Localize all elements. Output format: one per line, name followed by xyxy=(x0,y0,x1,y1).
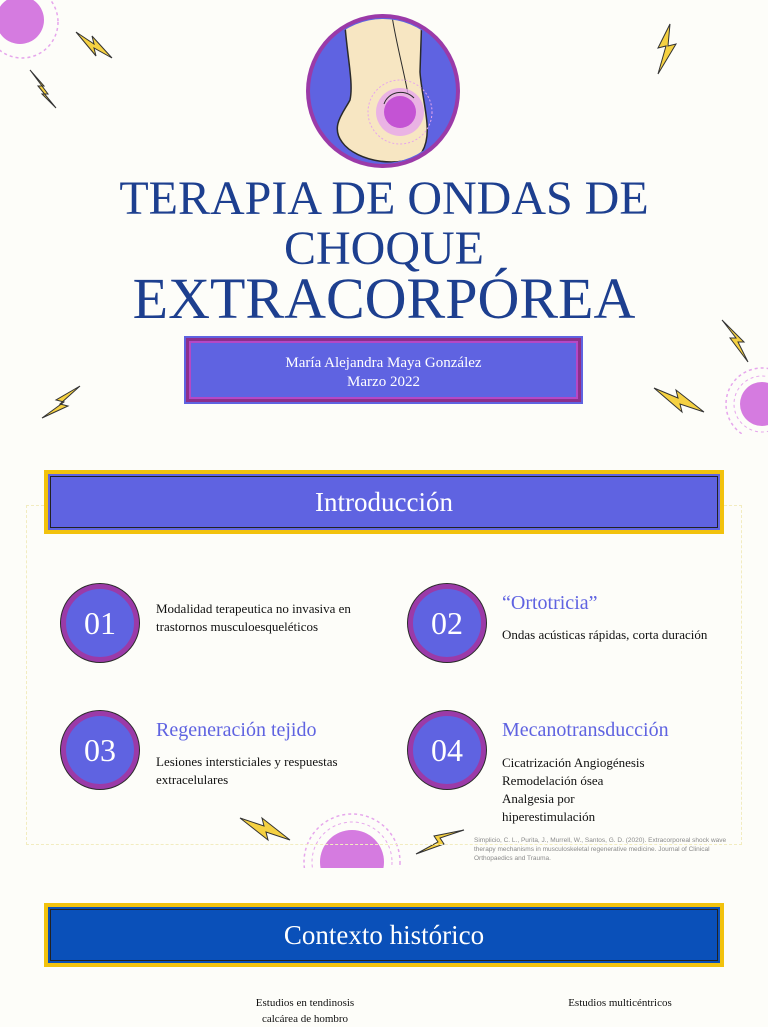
item-text: Lesiones intersticiales y respuestas extracelulares xyxy=(156,754,338,787)
history-left-line: calcárea de hombro xyxy=(261,1013,349,1025)
item-text-list xyxy=(502,754,722,826)
lightning-bolt-icon xyxy=(652,384,706,416)
title-line-3: EXTRACORPÓREA xyxy=(132,266,636,331)
lightning-bolt-icon xyxy=(72,26,116,66)
author-box xyxy=(186,338,581,402)
title-line-1: TERAPIA DE ONDAS DE xyxy=(119,172,649,225)
title-line-2: CHOQUE xyxy=(284,222,484,275)
foot-shockwave-illustration xyxy=(304,12,462,170)
lightning-bolt-icon xyxy=(26,68,62,112)
history-right-line: Estudios multicéntricos xyxy=(568,997,672,1009)
history-heading-bar xyxy=(44,903,724,967)
intro-heading: Introducción xyxy=(315,486,453,517)
item-title: Mecanotransducción xyxy=(502,719,669,741)
item-text: Ondas acústicas rápidas, corta duración xyxy=(502,627,708,642)
history-left-line: Estudios en tendinosis xyxy=(255,997,355,1009)
author-name: María Alejandra Maya González xyxy=(285,355,482,371)
history-left-text xyxy=(225,995,385,1027)
item-number-badge: 02 xyxy=(408,584,486,662)
intro-heading-bar xyxy=(44,470,724,534)
lightning-bolt-icon xyxy=(652,22,682,76)
presentation-date: Marzo 2022 xyxy=(347,374,420,390)
item-number-badge: 03 xyxy=(61,711,139,789)
item-title: Regeneración tejido xyxy=(156,719,317,741)
item-text-line: Remodelación ósea xyxy=(502,773,604,788)
item-number-badge: 01 xyxy=(61,584,139,662)
item-text-line: Cicatrización Angiogénesis xyxy=(502,755,645,770)
decorative-circle-right xyxy=(704,362,768,434)
item-text-line: hiperestimulación xyxy=(502,809,596,824)
item-text-line: Analgesia por xyxy=(502,791,575,806)
history-heading: Contexto histórico xyxy=(283,919,485,950)
reference-citation: Simplicio, C. L., Purita, J., Murrell, W., Santos, G. D. (2020). Extracorporeal shock wave therapy mechanisms in musculoskeletal regenerative medicine. Journal of Clinical Orthopaedics and Trauma. xyxy=(474,837,727,862)
history-right-text xyxy=(540,995,700,1011)
item-number-badge: 04 xyxy=(408,711,486,789)
item-title: “Ortotricia” xyxy=(502,592,598,614)
decorative-circle-top-left xyxy=(0,0,70,70)
item-text: Modalidad terapeutica no invasiva en trastornos musculoesqueléticos xyxy=(156,601,351,634)
lightning-bolt-icon xyxy=(38,384,84,420)
